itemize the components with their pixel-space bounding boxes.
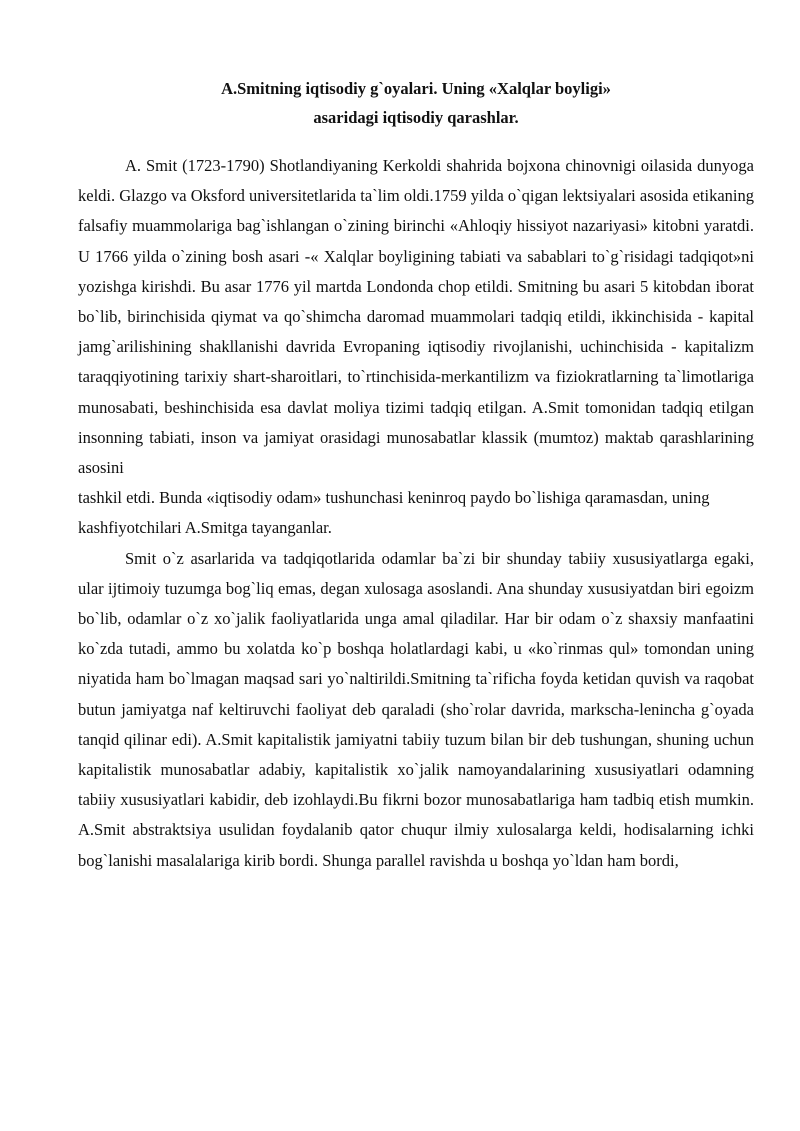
paragraph-1: A. Smit (1723-1790) Shotlandiyaning Kerkoldi shahrida bojxona chinovnigi oilasida dunyoga keldi. Glazgo va Oksford universitetlarida ta`lim oldi.1759 yilda o`qigan lektsiyalari asosida etikaning falsafiy muammolariga bag`ishlangan o`zining birinchi «Ahloqiy hissiyot nazariyasi» kitobni yaratdi. U 1766 yilda o`zining bosh asari -« Xalqlar boyligining tabiati va sabablari to`g`risidagi tadqiqot»ni yozishga kirishdi. Bu asar 1776 yil martda Londonda chop etildi. Smitning bu asari 5 kitobdan iborat bo`lib, birinchisida qiymat va qo`shimcha daromad muammolari tadqiq etildi, ikkinchisida - kapital jamg`arilishining shakllanishi davrida Evropaning iqtisodiy rivojlanishi, uchinchisida - kapitalizm taraqqiyotining tarixiy shart-sharoitlari, to`rtinchisida-merkantilizm va fiziokratlarning ta`limotlariga munosabati, beshinchisida esa davlat moliya tizimi tadqiq etilgan. A.Smit tomonidan tadqiq etilgan insonning tabiati, inson va jamiyat orasidagi munosabatlar klassik (mumtoz) maktab qarashlarining asosini <box>78 156 754 478</box>
title-line-1: A.Smitning iqtisodiy g`oyalari. Uning «Xalqlar boyligi» <box>221 79 611 98</box>
title-line-2: asaridagi iqtisodiy qarashlar. <box>313 108 519 127</box>
document-page <box>78 74 754 876</box>
paragraph-3: Smit o`z asarlarida va tadqiqotlarida odamlar ba`zi bir shunday tabiiy xususiyatlarga egaki, ular ijtimoiy tuzumga bog`liq emas, degan xulosaga asoslandi. Ana shunday xususiyatdan biri egoizm bo`lib, odamlar o`z xo`jalik faoliyatlarida unga amal qiladilar. Har bir odam o`z shaxsiy manfaatini ko`zda tutadi, ammo bu xolatda ko`p boshqa holatlardagi kabi, u «ko`rinmas qul» tomondan uning niyatida ham bo`lmagan maqsad sari yo`naltirildi.Smitning ta`rificha foyda ketidan quvish va raqobat butun jamiyatga naf keltiruvchi faoliyat deb qaraladi (sho`rolar davrida, markscha-lenincha g`oyada tanqid qilinar edi). A.Smit kapitalistik jamiyatni tabiiy tuzum bilan bir deb tushungan, shuning uchun kapitalistik munosabatlar adabiy, kapitalistik xo`jalik namoyandalarining xususiyatlari odamning tabiiy xususiyatlari kabidir, deb izohlaydi.Bu fikrni bozor munosabatlariga ham tadbiq etish mumkin. A.Smit abstraktsiya usulidan foydalanib qator chuqur ilmiy xulosalarga keldi, hodisalarning ichki bog`lanishi masalalariga kirib bordi. Shunga parallel ravishda u boshqa yo`ldan ham bordi, <box>78 548 754 870</box>
document-title <box>78 74 754 132</box>
paragraph-2: tashkil etdi. Bunda «iqtisodiy odam» tushunchasi keninroq paydo bo`lishiga qaramasdan, uning kashfiyotchilari A.Smitga tayanganlar. <box>78 488 710 538</box>
